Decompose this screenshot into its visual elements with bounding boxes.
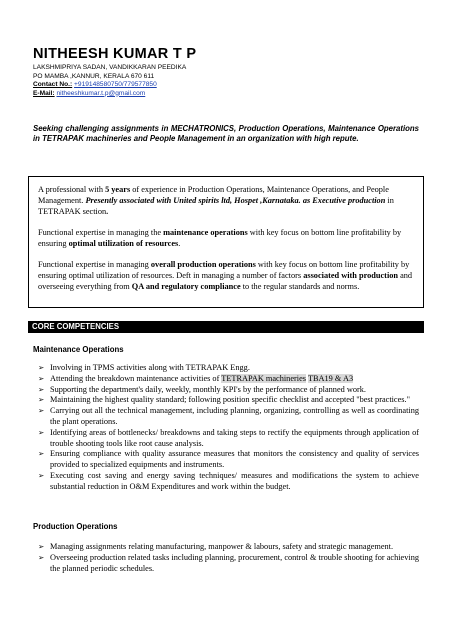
summary-paragraph-2 (38, 228, 413, 250)
summary-text: . (178, 238, 181, 248)
summary-paragraph-3 (38, 260, 413, 292)
production-operations-heading: Production Operations (33, 522, 118, 531)
summary-highlight: optimal utilization of resources (68, 238, 179, 248)
list-item (38, 406, 419, 428)
email-label: E-Mail: (33, 89, 55, 97)
list-item (38, 374, 419, 385)
arrow-bullet-icon: ➢ (38, 395, 45, 405)
list-item (38, 542, 419, 553)
core-competencies-heading: CORE COMPETENCIES (28, 321, 424, 333)
list-item-text: Overseeing production related tasks including planning, procurement, control & trouble shooting for achieving the planned periodic schedules. (50, 552, 419, 573)
address-line-1: LAKSHMIPRIYA SADAN, VANDIKKARAN PEEDIKA (33, 64, 187, 71)
list-item-text: Identifying areas of bottlenecks/ breakdowns and taking steps to rectify the equipments through application of trouble shooting tools like root cause analysis. (50, 427, 419, 448)
summary-paragraph-1 (38, 185, 413, 217)
arrow-bullet-icon: ➢ (38, 552, 45, 562)
list-item (38, 363, 419, 374)
maintenance-operations-heading: Maintenance Operations (33, 345, 124, 354)
arrow-bullet-icon: ➢ (38, 427, 45, 437)
maintenance-bullet-list (38, 363, 419, 493)
arrow-bullet-icon: ➢ (38, 384, 45, 394)
candidate-name: NITHEESH KUMAR T P (33, 46, 197, 62)
highlighted-text: TBA19 & A3 (307, 373, 354, 383)
address-line-2: PO MAMBA ,KANNUR, KERALA 670 611 (33, 72, 155, 80)
arrow-bullet-icon: ➢ (38, 363, 45, 372)
summary-text: of experience in Production Operations, Maintenance Operations, and People Management. (38, 185, 389, 205)
list-item (38, 428, 419, 450)
career-objective: Seeking challenging assignments in MECHATRONICS, Production Operations, Maintenance Operations in TETRAPAK machineries and People Management in an organization with high repute. (33, 124, 419, 143)
summary-text: A professional with (38, 185, 106, 194)
highlighted-text: TETRAPAK machineries (221, 373, 306, 383)
list-item-text: Executing cost saving and energy saving techniques/ measures and modifications the system to achieve substantial reduction in O&M Expenditures and work within the budget. (50, 470, 419, 491)
arrow-bullet-icon: ➢ (38, 373, 45, 383)
list-item-text: Maintaining the highest quality standard; following position specific checklist and accepted "best practices." (50, 395, 410, 405)
list-item (38, 553, 419, 575)
summary-highlight: associated with production (303, 270, 399, 280)
summary-highlight: overall production operations (150, 260, 256, 269)
current-employer: Presently associated with United spirits ltd, Hospet ,Karnataka. as Executive production (85, 195, 386, 205)
production-bullet-list (38, 542, 419, 574)
list-item-text: Attending the breakdown maintenance activities of (50, 373, 222, 383)
summary-text: to the regular standards and norms. (240, 281, 360, 291)
email-link[interactable]: nitheeshkumar.t.p@gmail.com (56, 89, 146, 97)
list-item (38, 471, 419, 493)
contact-number-link[interactable]: +919148580750/779577850 (74, 81, 157, 88)
list-item (38, 385, 419, 396)
summary-text: Functional expertise in managing the (38, 228, 164, 237)
contact-number-row (33, 81, 157, 90)
list-item (38, 449, 419, 471)
list-item-text: Ensuring compliance with quality assurance measures that monitors the consistency and quality of services provided to specialized equipments and instruments. (50, 449, 419, 470)
summary-text: with key focus on bottom line profitability by ensuring optimal utilization of resources. Deft in managing a number of factors (38, 260, 410, 280)
summary-text: with key focus on bottom line profitability by ensuring (38, 228, 402, 248)
summary-text: in TETRAPAK section (38, 195, 394, 216)
experience-years: 5 years (105, 185, 131, 194)
summary-text: . (106, 206, 109, 216)
email-row (33, 90, 145, 99)
arrow-bullet-icon: ➢ (38, 406, 45, 416)
list-item-text: Supporting the department's daily, weekly, monthly KPI's by the performance of planned work. (50, 384, 366, 394)
list-item-text: Managing assignments relating manufacturing, manpower & labours, safety and strategic management. (50, 542, 394, 551)
summary-text: Functional expertise in managing (38, 260, 151, 269)
summary-highlight: maintenance operations (163, 228, 248, 237)
arrow-bullet-icon: ➢ (38, 542, 45, 551)
summary-text: and overseeing everything from (38, 270, 413, 291)
list-item-text: Carrying out all the technical management, including planning, organizing, controlling as well as coordinating the plant operations. (50, 406, 419, 426)
arrow-bullet-icon: ➢ (38, 449, 45, 459)
arrow-bullet-icon: ➢ (38, 470, 45, 480)
list-item (38, 395, 419, 406)
summary-highlight: QA and regulatory compliance (131, 281, 241, 291)
contact-label: Contact No.: (33, 81, 73, 88)
list-item-text: Involving in TPMS activities along with TETRAPAK Engg. (50, 363, 250, 372)
